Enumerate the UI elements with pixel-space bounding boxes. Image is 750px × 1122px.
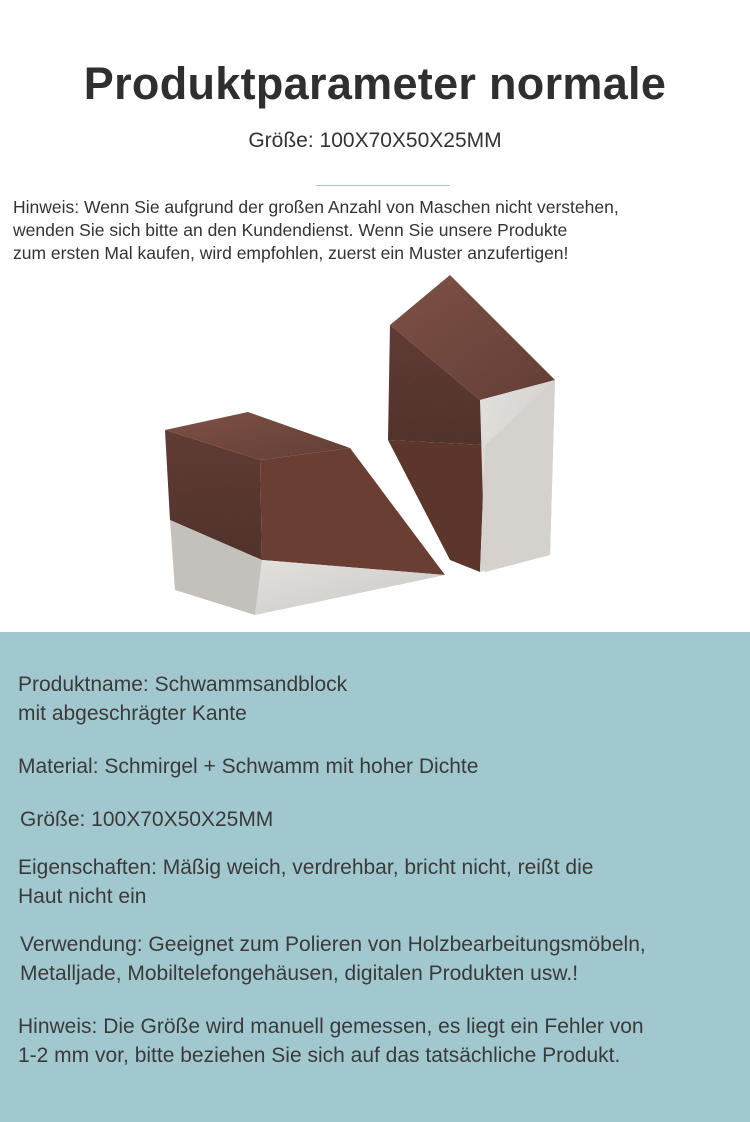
detail-line: Verwendung: Geeignet zum Polieren von Holzbearbeitungsmöbeln, [20,933,646,956]
page-title: Produktparameter normale [83,58,667,109]
usage [20,930,745,988]
hint-line: zum ersten Mal kaufen, wird empfohlen, zuerst ein Muster anzufertigen! [13,243,569,263]
detail-line: Größe: 100X70X50X25MM [20,808,274,831]
size [20,805,745,834]
detail-line: Metalljade, Mobiltelefongehäusen, digitalen Produkten usw.! [20,962,579,985]
detail-line: Produktname: Schwammsandblock [18,673,348,696]
note [18,1012,743,1070]
right-sponge-block [388,275,555,572]
properties [18,853,743,911]
detail-line: Material: Schmirgel + Schwamm mit hoher Dichte [18,755,479,778]
hint-line: Hinweis: Wenn Sie aufgrund der großen Anzahl von Maschen nicht verstehen, [13,197,619,217]
sponge-blocks-image [150,270,570,630]
divider [316,185,450,186]
detail-line: Eigenschaften: Mäßig weich, verdrehbar, bricht nicht, reißt die [18,856,594,879]
detail-line: 1-2 mm vor, bitte beziehen Sie sich auf das tatsächliche Produkt. [18,1044,621,1067]
hint-line: wenden Sie sich bitte an den Kundendienst. Wenn Sie unsere Produkte [13,220,568,240]
product-name [18,670,743,728]
material [18,752,743,781]
detail-line: Haut nicht ein [18,885,147,908]
size-subtitle: Größe: 100X70X50X25MM [248,129,502,152]
hint-text [13,196,743,265]
detail-line: mit abgeschrägter Kante [18,702,247,725]
detail-line: Hinweis: Die Größe wird manuell gemessen, es liegt ein Fehler von [18,1015,644,1038]
